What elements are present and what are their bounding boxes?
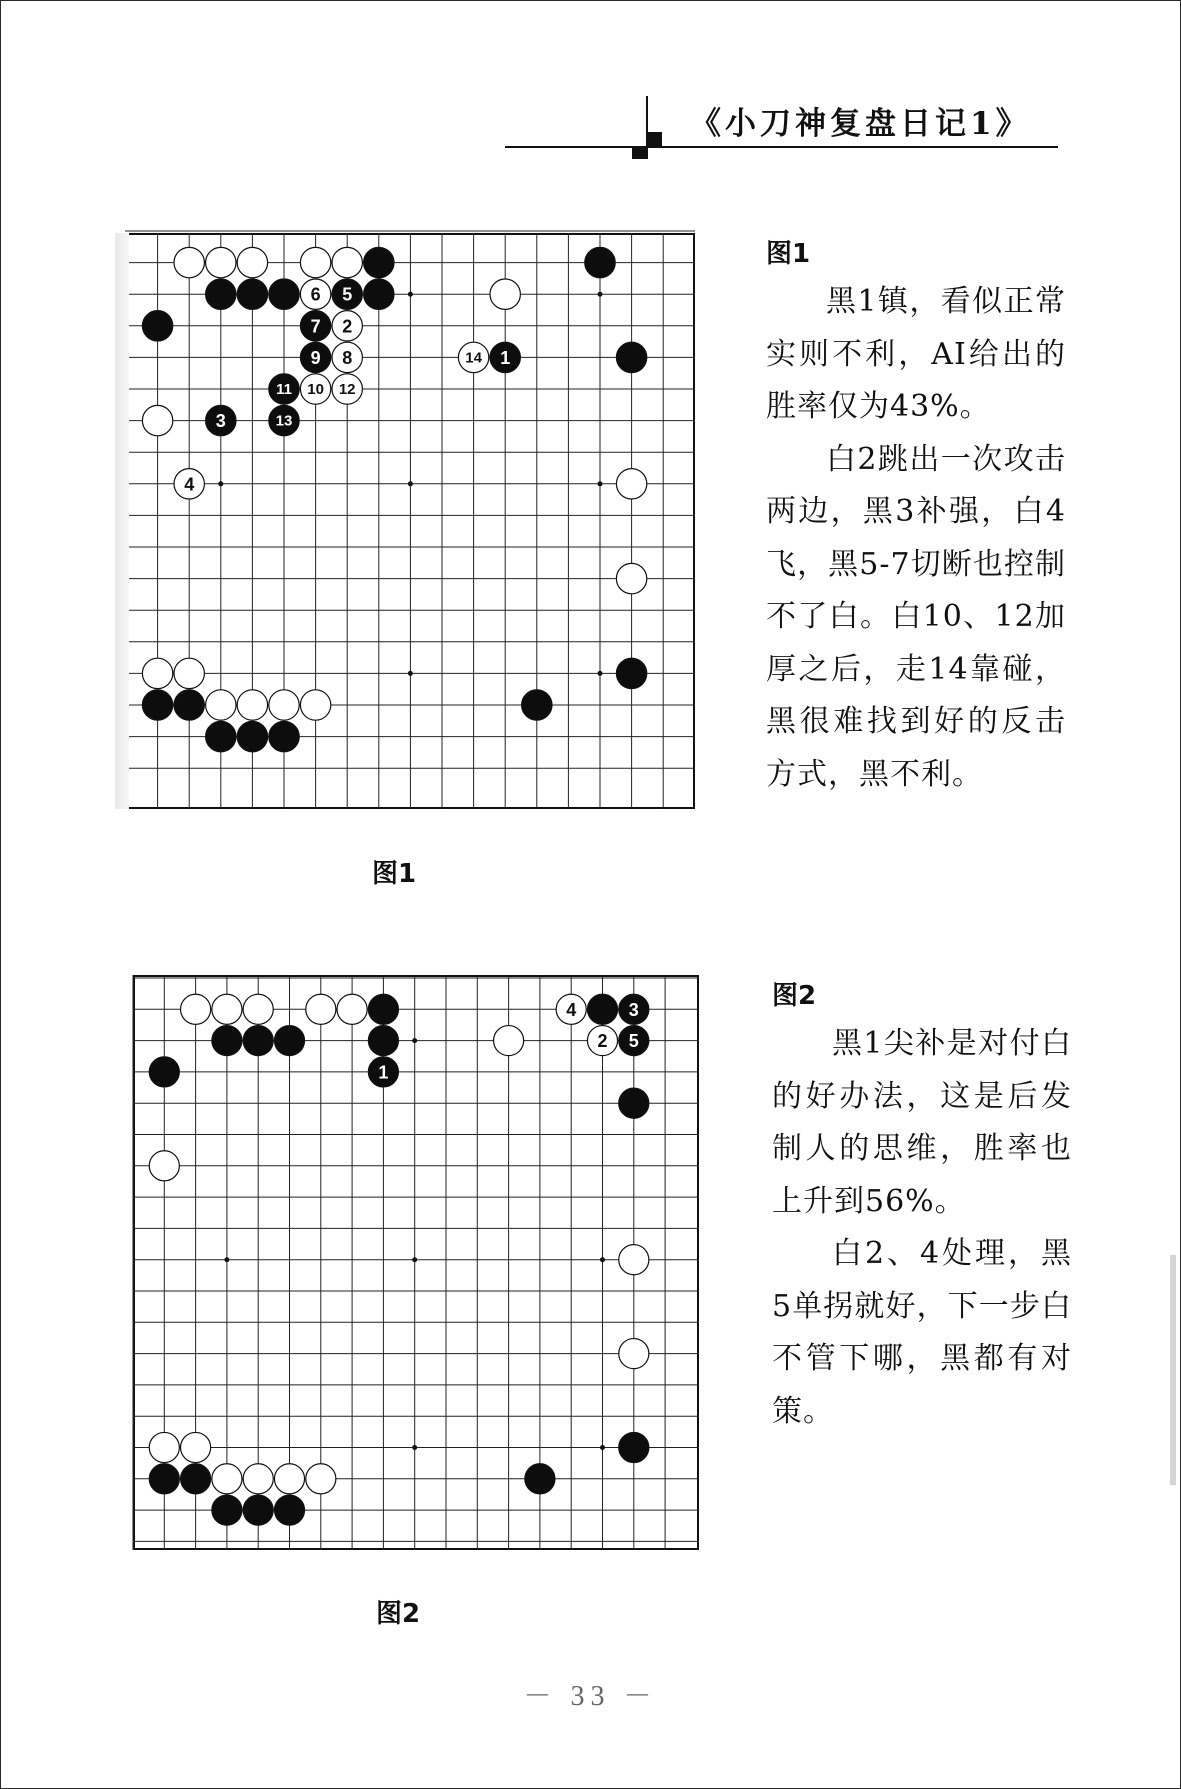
black-stone <box>206 279 236 309</box>
board-frame <box>134 976 698 1549</box>
star-point <box>600 1445 605 1450</box>
black-stone <box>149 1057 179 1087</box>
white-stone <box>306 994 336 1024</box>
star-point <box>412 1257 417 1262</box>
move-number: 6 <box>310 284 321 305</box>
white-stone <box>174 247 204 277</box>
star-point <box>412 1038 417 1043</box>
white-stone <box>332 247 362 277</box>
black-stone <box>300 342 330 372</box>
paper-shade <box>115 233 129 809</box>
move-number: 4 <box>184 474 195 495</box>
black-stone <box>142 311 172 341</box>
white-stone <box>619 1339 649 1369</box>
white-stone <box>619 1245 649 1275</box>
header-rule <box>505 146 1058 148</box>
black-stone <box>300 311 330 341</box>
move-number: 12 <box>338 381 356 398</box>
go-board-figure-1 <box>125 233 695 809</box>
scroll-indicator <box>1170 1255 1176 1485</box>
black-stone <box>619 994 649 1024</box>
white-stone <box>142 658 172 688</box>
move-number: 1 <box>500 347 511 368</box>
black-stone <box>368 1057 398 1087</box>
black-stone <box>206 721 236 751</box>
move-number: 3 <box>628 999 639 1020</box>
black-stone <box>212 1026 242 1056</box>
black-stone <box>522 690 552 720</box>
move-number: 10 <box>307 381 324 398</box>
commentary-paragraph: 黑1镇，看似正常实则不利，AI给出的胜率仅为43%。 <box>766 284 1066 424</box>
black-stone <box>587 994 617 1024</box>
book-title: 《小刀神复盘日记1》 <box>690 106 1031 142</box>
go-board-diagram <box>125 233 695 809</box>
figure-1-commentary <box>766 276 1066 801</box>
move-number: 5 <box>342 284 353 305</box>
black-stone <box>181 1464 211 1494</box>
star-point <box>412 1445 417 1450</box>
move-number: 3 <box>215 411 226 432</box>
white-stone <box>306 1464 336 1494</box>
move-number: 2 <box>597 1031 608 1052</box>
white-stone <box>174 658 204 688</box>
move-number: 5 <box>628 1031 639 1052</box>
white-stone <box>269 690 299 720</box>
white-stone <box>274 1464 304 1494</box>
black-stone <box>274 1026 304 1056</box>
white-stone <box>300 279 330 309</box>
black-stone <box>149 1464 179 1494</box>
black-stone <box>212 1495 242 1525</box>
black-stone <box>142 690 172 720</box>
black-stone <box>243 1495 273 1525</box>
page-number: － 33 － <box>523 1681 658 1712</box>
figure-2-heading: 图2 <box>772 981 817 1011</box>
white-stone <box>212 1464 242 1494</box>
star-point <box>218 481 223 486</box>
header-ornament <box>646 132 662 148</box>
commentary-paragraph: 白2跳出一次攻击两边，黑3补强，白4飞，黑5-7切断也控制不了白。白10、12加厚之后，走14靠碰，黑很难找到好的反击方式，黑不利。 <box>766 441 1066 792</box>
white-stone <box>490 279 520 309</box>
white-stone <box>174 469 204 499</box>
move-number: 1 <box>378 1062 389 1083</box>
white-stone <box>616 563 646 593</box>
commentary-paragraph: 白2、4处理，黑5单拐就好，下一步白不管下哪，黑都有对策。 <box>772 1236 1072 1429</box>
white-stone <box>149 1151 179 1181</box>
figure-1-caption: 图1 <box>372 859 417 889</box>
move-number: 9 <box>310 347 321 368</box>
white-stone <box>206 690 236 720</box>
white-stone <box>587 1026 617 1056</box>
black-stone <box>619 1026 649 1056</box>
white-stone <box>332 342 362 372</box>
star-point <box>408 671 413 676</box>
white-stone <box>616 469 646 499</box>
black-stone <box>619 1432 649 1462</box>
figure-2-caption: 图2 <box>376 1599 421 1629</box>
black-stone <box>237 279 267 309</box>
move-number: 4 <box>566 999 577 1020</box>
black-stone <box>364 247 394 277</box>
go-board-diagram <box>133 975 699 1550</box>
white-stone <box>142 405 172 435</box>
black-stone <box>174 690 204 720</box>
white-stone <box>149 1432 179 1462</box>
white-stone <box>494 1026 524 1056</box>
white-stone <box>300 247 330 277</box>
white-stone <box>206 247 236 277</box>
commentary-paragraph: 黑1尖补是对付白的好办法，这是后发制人的思维，胜率也上升到56%。 <box>772 1026 1072 1219</box>
white-stone <box>237 247 267 277</box>
move-number: 7 <box>310 316 321 337</box>
white-stone <box>556 994 586 1024</box>
move-number: 13 <box>275 412 293 430</box>
move-number: 14 <box>465 349 482 367</box>
white-stone <box>237 690 267 720</box>
move-number: 11 <box>276 381 292 398</box>
white-stone <box>458 342 488 372</box>
header-ornament <box>632 146 648 159</box>
white-stone <box>181 1432 211 1462</box>
figure-1-heading: 图1 <box>766 239 811 269</box>
white-stone <box>243 994 273 1024</box>
white-stone <box>212 994 242 1024</box>
black-stone <box>616 342 646 372</box>
black-stone <box>243 1026 273 1056</box>
black-stone <box>237 721 267 751</box>
black-stone <box>274 1495 304 1525</box>
black-stone <box>490 342 520 372</box>
black-stone <box>364 279 394 309</box>
white-stone <box>337 994 367 1024</box>
star-point <box>408 292 413 297</box>
figure-2-commentary <box>772 1018 1072 1438</box>
black-stone <box>332 279 362 309</box>
black-stone <box>269 405 299 435</box>
white-stone <box>243 1464 273 1494</box>
white-stone <box>300 690 330 720</box>
white-stone <box>332 311 362 341</box>
star-point <box>224 1257 229 1262</box>
black-stone <box>269 721 299 751</box>
go-board-figure-2 <box>133 975 699 1550</box>
star-point <box>598 481 603 486</box>
black-stone <box>368 1026 398 1056</box>
black-stone <box>616 658 646 688</box>
white-stone <box>332 374 362 404</box>
black-stone <box>269 374 299 404</box>
white-stone <box>300 374 330 404</box>
black-stone <box>368 994 398 1024</box>
black-stone <box>525 1464 555 1494</box>
star-point <box>598 292 603 297</box>
star-point <box>600 1257 605 1262</box>
star-point <box>408 481 413 486</box>
move-number: 8 <box>342 347 353 368</box>
white-stone <box>181 994 211 1024</box>
black-stone <box>619 1088 649 1118</box>
black-stone <box>269 279 299 309</box>
star-point <box>598 671 603 676</box>
black-stone <box>206 405 236 435</box>
black-stone <box>585 247 615 277</box>
move-number: 2 <box>342 316 353 337</box>
